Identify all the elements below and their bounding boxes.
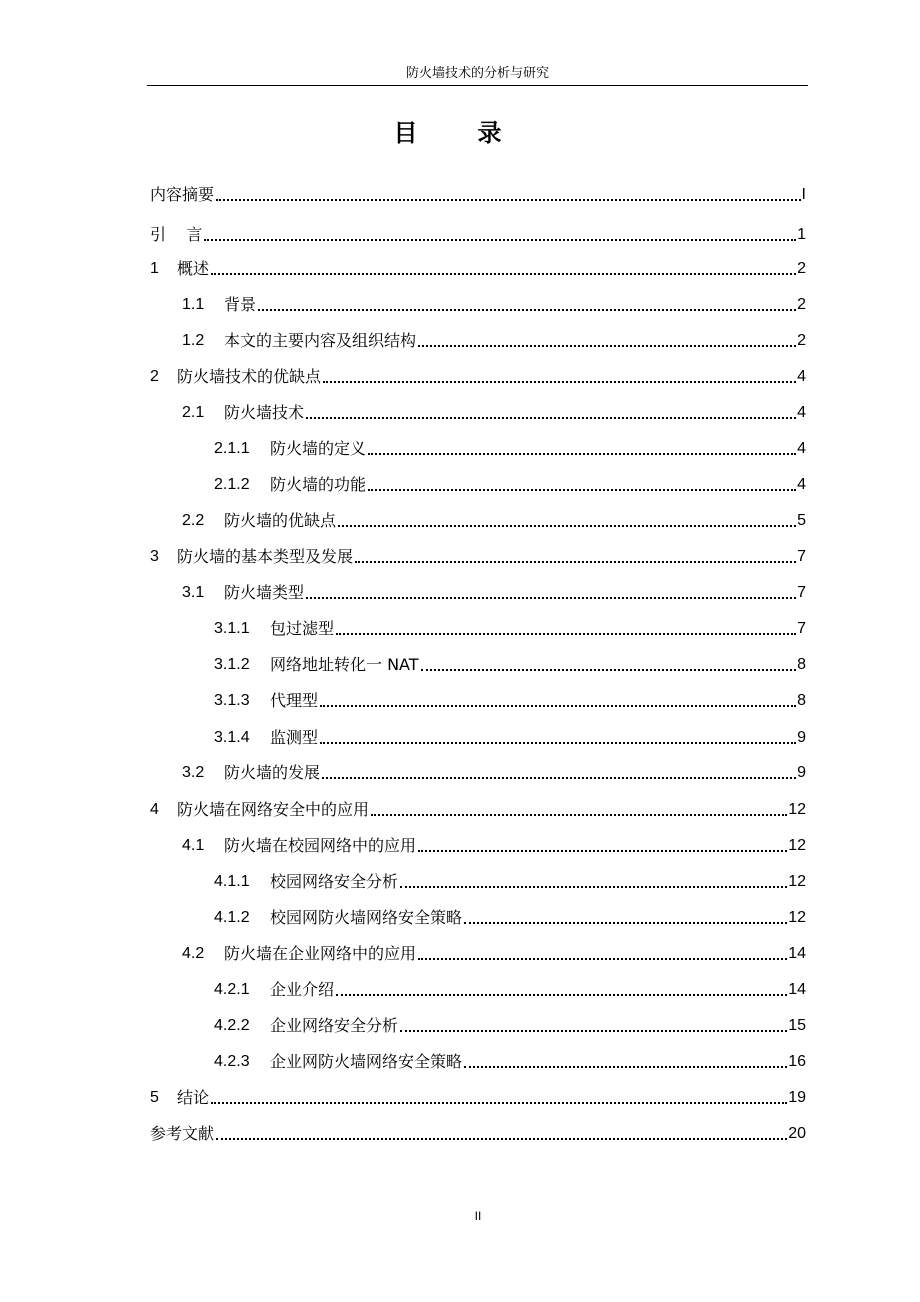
toc-page-number: 9	[797, 729, 806, 746]
toc-section-number: 5	[150, 1089, 159, 1106]
toc-label: 监测型	[270, 728, 319, 747]
toc-label: 防火墙在企业网络中的应用	[224, 944, 417, 963]
footer-page-number: II	[474, 1209, 482, 1223]
toc-leader	[216, 199, 801, 201]
toc-leader	[400, 1030, 787, 1032]
toc-label: 防火墙在校园网络中的应用	[224, 836, 417, 855]
toc-label: 防火墙的基本类型及发展	[177, 547, 354, 566]
toc-entry[interactable]	[150, 797, 806, 821]
toc-label: 代理型	[270, 691, 319, 710]
toc-page-number: 2	[797, 296, 806, 313]
toc-section-number: 4.1.2	[214, 909, 250, 926]
toc-page-number: 4	[797, 368, 806, 385]
toc-label: 本文的主要内容及组织结构	[224, 331, 417, 350]
toc-leader	[211, 273, 796, 275]
toc-leader	[320, 742, 796, 744]
toc-section-number: 3	[150, 548, 159, 565]
toc-leader	[464, 1066, 787, 1068]
toc-title: 目录	[393, 119, 562, 147]
toc-entry[interactable]	[182, 292, 806, 316]
toc-entry[interactable]	[182, 580, 806, 604]
toc-page-number: 7	[797, 584, 806, 601]
toc-label: 引 言	[150, 225, 203, 244]
toc-entry[interactable]	[214, 977, 806, 1001]
toc-label: 企业介绍	[270, 980, 335, 999]
toc-leader	[306, 417, 796, 419]
toc-section-number: 1	[150, 260, 159, 277]
toc-entry[interactable]	[214, 472, 806, 496]
toc-page-number: 7	[797, 548, 806, 565]
toc-entry[interactable]	[182, 400, 806, 424]
toc-section-number: 2.2	[182, 512, 205, 529]
toc-section-number: 4.2	[182, 945, 205, 962]
toc-label: 防火墙技术	[224, 403, 305, 422]
toc-leader	[355, 561, 796, 563]
toc-entry[interactable]	[182, 508, 806, 532]
toc-entry[interactable]	[214, 1013, 806, 1037]
toc-leader	[322, 777, 796, 779]
toc-label: 校园网防火墙网络安全策略	[270, 908, 463, 927]
toc-section-number: 1.1	[182, 296, 205, 313]
toc-leader	[306, 597, 796, 599]
toc-page-number: 12	[788, 837, 806, 854]
toc-leader	[418, 850, 787, 852]
toc-label: 防火墙技术的优缺点	[177, 367, 322, 386]
toc-leader	[421, 669, 797, 671]
toc-page-number: 1	[797, 226, 806, 243]
toc-entry[interactable]	[182, 760, 806, 784]
toc-entry[interactable]	[182, 328, 806, 352]
toc-section-number: 4.1	[182, 837, 205, 854]
toc-entry[interactable]	[214, 905, 806, 929]
toc-section-number: 3.1	[182, 584, 205, 601]
toc-section-number: 2	[150, 368, 159, 385]
toc-leader	[204, 239, 796, 241]
toc-label: 内容摘要	[150, 185, 215, 204]
toc-entry[interactable]	[214, 688, 806, 712]
toc-label: 包过滤型	[270, 619, 335, 638]
toc-entry[interactable]	[214, 616, 806, 640]
toc-label: 防火墙在网络安全中的应用	[177, 800, 370, 819]
toc-page-number: 19	[788, 1089, 806, 1106]
toc-section-number: 2.1	[182, 404, 205, 421]
toc-leader	[338, 525, 796, 527]
toc-section-number: 3.1.2	[214, 656, 250, 673]
toc-page-number: 15	[788, 1017, 806, 1034]
toc-leader	[371, 814, 787, 816]
toc-section-number: 1.2	[182, 332, 205, 349]
toc-leader	[418, 958, 787, 960]
toc-leader	[258, 309, 796, 311]
toc-section-number: 3.2	[182, 764, 205, 781]
toc-section-number: 3.1.3	[214, 692, 250, 709]
toc-label: 概述	[177, 259, 210, 278]
toc-section-number: 4.2.2	[214, 1017, 250, 1034]
toc-page-number: 16	[788, 1053, 806, 1070]
toc-entry[interactable]	[150, 182, 806, 206]
toc-label: 防火墙类型	[224, 583, 305, 602]
toc-page-number: I	[801, 186, 806, 203]
toc-section-number: 4	[150, 801, 159, 818]
toc-leader	[400, 886, 787, 888]
toc-label: 背景	[224, 295, 257, 314]
toc-page-number: 5	[797, 512, 806, 529]
toc-section-number: 4.2.3	[214, 1053, 250, 1070]
toc-entry[interactable]	[150, 364, 806, 388]
toc-entry[interactable]	[150, 256, 806, 280]
toc-label: 参考文献	[150, 1124, 215, 1143]
toc-page-number: 20	[788, 1125, 806, 1142]
toc-leader	[464, 922, 787, 924]
toc-page-number: 2	[797, 332, 806, 349]
toc-entry[interactable]	[182, 833, 806, 857]
toc-leader	[323, 381, 796, 383]
toc-leader	[320, 705, 796, 707]
toc-page-number: 8	[797, 656, 806, 673]
toc-entry[interactable]	[214, 725, 806, 749]
toc-page-number: 12	[788, 909, 806, 926]
toc-label: 企业网络安全分析	[270, 1016, 399, 1035]
toc-entry[interactable]	[150, 1121, 806, 1145]
toc-section-number: 4.2.1	[214, 981, 250, 998]
toc-label: 防火墙的发展	[224, 763, 321, 782]
toc-entry[interactable]	[150, 1085, 806, 1109]
toc-page-number: 9	[797, 764, 806, 781]
toc-entry[interactable]	[150, 222, 806, 246]
toc-leader	[336, 633, 796, 635]
toc-entry[interactable]	[214, 869, 806, 893]
toc-leader	[211, 1102, 787, 1104]
toc-page-number: 7	[797, 620, 806, 637]
toc-entry[interactable]	[214, 436, 806, 460]
toc-page-number: 14	[788, 945, 806, 962]
toc-leader	[418, 345, 796, 347]
toc-leader	[336, 994, 787, 996]
toc-label: 校园网络安全分析	[270, 872, 399, 891]
toc-leader	[368, 489, 796, 491]
toc-page-number: 14	[788, 981, 806, 998]
toc-section-number: 2.1.2	[214, 476, 250, 493]
toc-page-number: 12	[788, 873, 806, 890]
toc-entry[interactable]	[214, 1049, 806, 1073]
running-header: 防火墙技术的分析与研究	[405, 66, 549, 81]
toc-page-number: 4	[797, 440, 806, 457]
toc-page-number: 8	[797, 692, 806, 709]
toc-label: 结论	[177, 1088, 210, 1107]
toc-leader	[216, 1138, 787, 1140]
toc-label: 企业网防火墙网络安全策略	[270, 1052, 463, 1071]
toc-leader	[368, 453, 796, 455]
toc-page-number: 4	[797, 404, 806, 421]
toc-entry[interactable]	[214, 652, 806, 676]
toc-page-number: 12	[788, 801, 806, 818]
toc-label: 防火墙的优缺点	[224, 511, 337, 530]
toc-label: 防火墙的功能	[270, 475, 367, 494]
toc-label: 防火墙的定义	[270, 439, 367, 458]
toc-page-number: 4	[797, 476, 806, 493]
toc-section-number: 3.1.4	[214, 729, 250, 746]
toc-section-number: 2.1.1	[214, 440, 250, 457]
toc-entry[interactable]	[182, 941, 806, 965]
toc-entry[interactable]	[150, 544, 806, 568]
toc-page-number: 2	[797, 260, 806, 277]
toc-section-number: 4.1.1	[214, 873, 250, 890]
toc-label: 网络地址转化一 NAT	[270, 655, 419, 674]
toc-section-number: 3.1.1	[214, 620, 250, 637]
